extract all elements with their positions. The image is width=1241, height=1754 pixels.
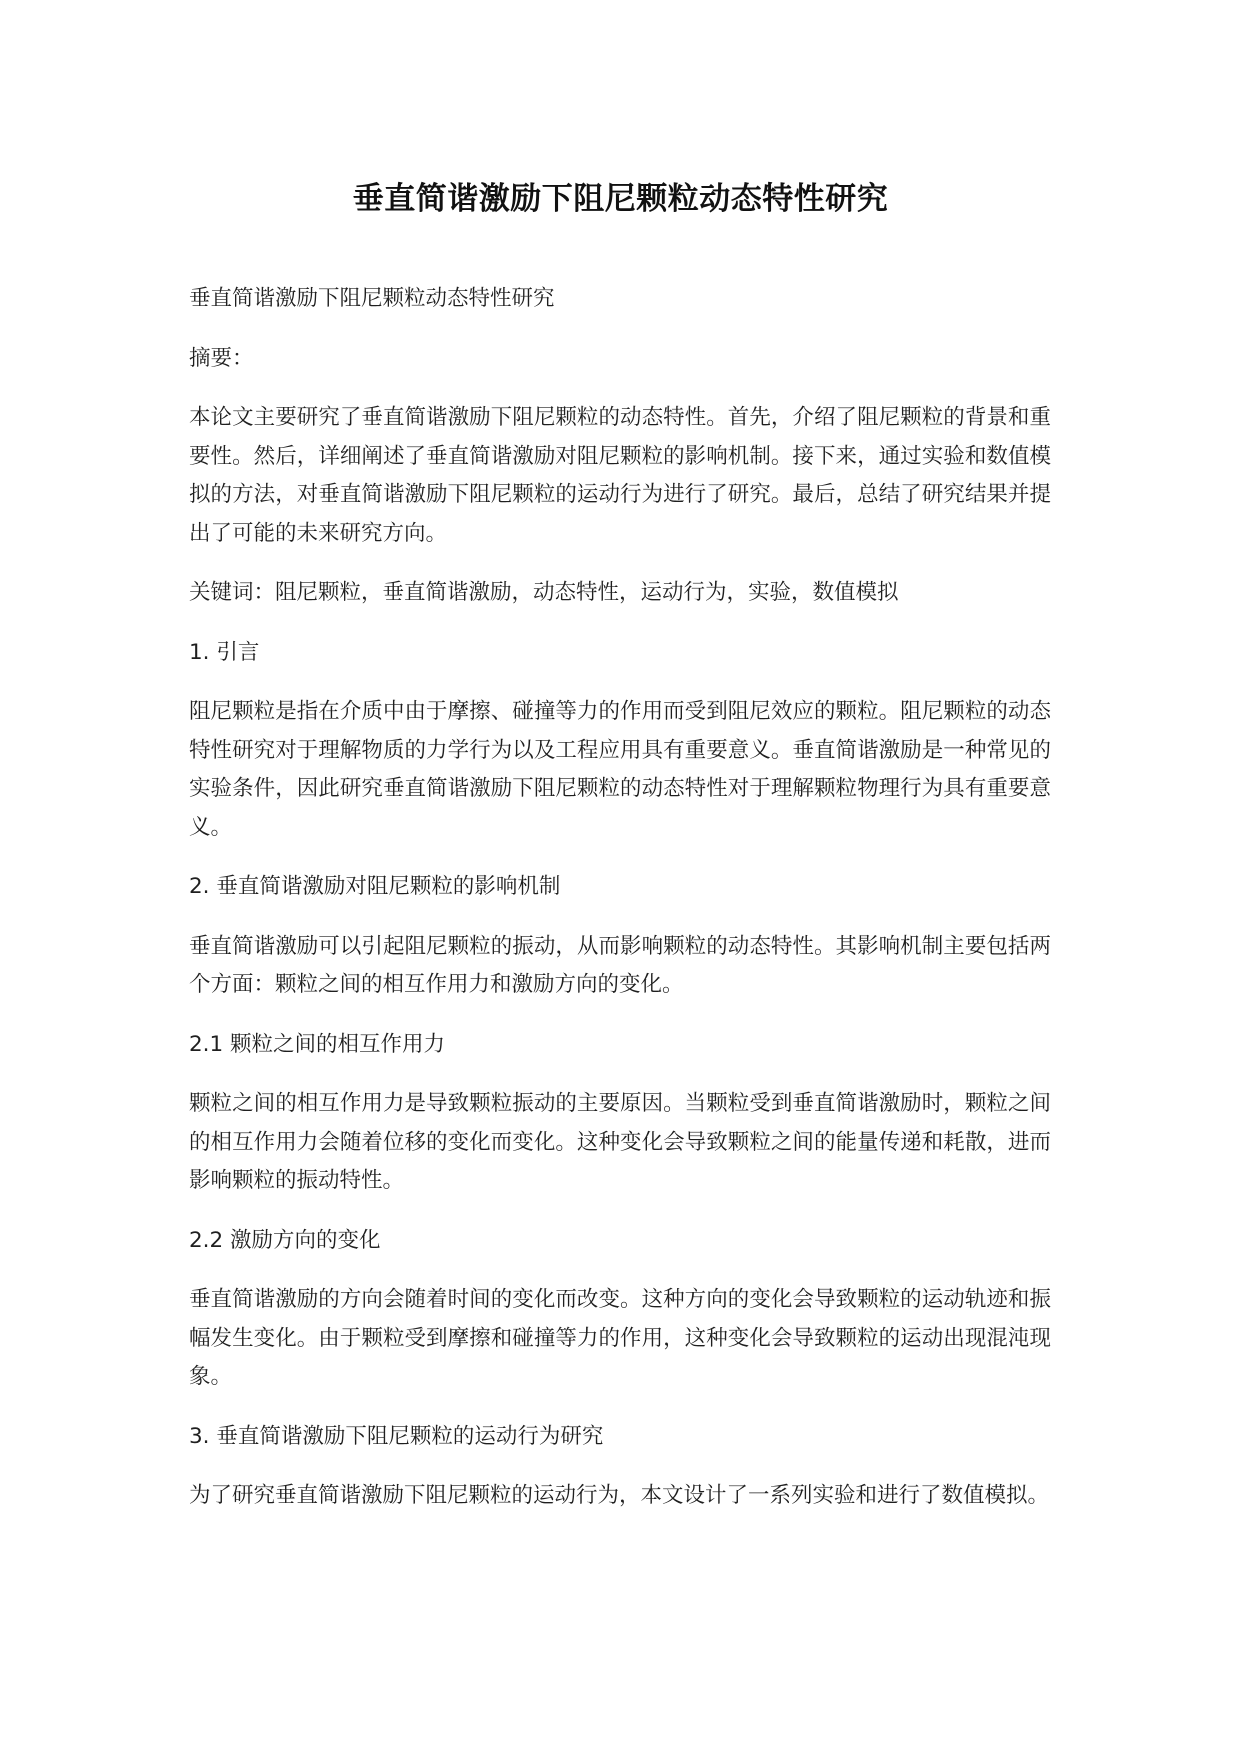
section-heading-3: 3. 垂直简谐激励下阻尼颗粒的运动行为研究: [189, 1423, 604, 1449]
subsection-2-1-paragraph: 颗粒之间的相互作用力是导致颗粒振动的主要原因。当颗粒受到垂直简谐激励时，颗粒之间的相互作用力会随着位移的变化而变化。这种变化会导致颗粒之间的能量传递和耗散，进而影响颗粒的振动特性。: [189, 1091, 1051, 1193]
section-heading-1: 1. 引言: [189, 639, 260, 665]
section-1-paragraph: 阻尼颗粒是指在介质中由于摩擦、碰撞等力的作用而受到阻尼效应的颗粒。阻尼颗粒的动态特性研究对于理解物质的力学行为以及工程应用具有重要意义。垂直简谐激励是一种常见的实验条件，因此研究垂直简谐激励下阻尼颗粒的动态特性对于理解颗粒物理行为具有重要意义。: [189, 699, 1051, 840]
abstract-paragraph: 本论文主要研究了垂直简谐激励下阻尼颗粒的动态特性。首先，介绍了阻尼颗粒的背景和重要性。然后，详细阐述了垂直简谐激励对阻尼颗粒的影响机制。接下来，通过实验和数值模拟的方法，对垂直简谐激励下阻尼颗粒的运动行为进行了研究。最后，总结了研究结果并提出了可能的未来研究方向。: [189, 405, 1051, 546]
section-heading-2: 2. 垂直简谐激励对阻尼颗粒的影响机制: [189, 874, 561, 899]
keywords-line: 关键词：阻尼颗粒，垂直简谐激励，动态特性，运动行为，实验，数值模拟: [189, 580, 899, 605]
subtitle-line: 垂直简谐激励下阻尼颗粒动态特性研究: [189, 286, 555, 311]
abstract-heading: 摘要：: [189, 345, 254, 371]
subsection-heading-2-2: 2.2 激励方向的变化: [189, 1227, 381, 1253]
subsection-2-2-paragraph: 垂直简谐激励的方向会随着时间的变化而改变。这种方向的变化会导致颗粒的运动轨迹和振幅发生变化。由于颗粒受到摩擦和碰撞等力的作用，这种变化会导致颗粒的运动出现混沌现象。: [189, 1287, 1051, 1389]
document-body: [189, 280, 1051, 1537]
section-3-paragraph: 为了研究垂直简谐激励下阻尼颗粒的运动行为，本文设计了一系列实验和进行了数值模拟。: [189, 1483, 1050, 1508]
document-title: 垂直简谐激励下阻尼颗粒动态特性研究: [352, 181, 889, 217]
section-2-paragraph: 垂直简谐激励可以引起阻尼颗粒的振动，从而影响颗粒的动态特性。其影响机制主要包括两个方面：颗粒之间的相互作用力和激励方向的变化。: [189, 933, 1051, 997]
subsection-heading-2-1: 2.1 颗粒之间的相互作用力: [189, 1031, 446, 1057]
